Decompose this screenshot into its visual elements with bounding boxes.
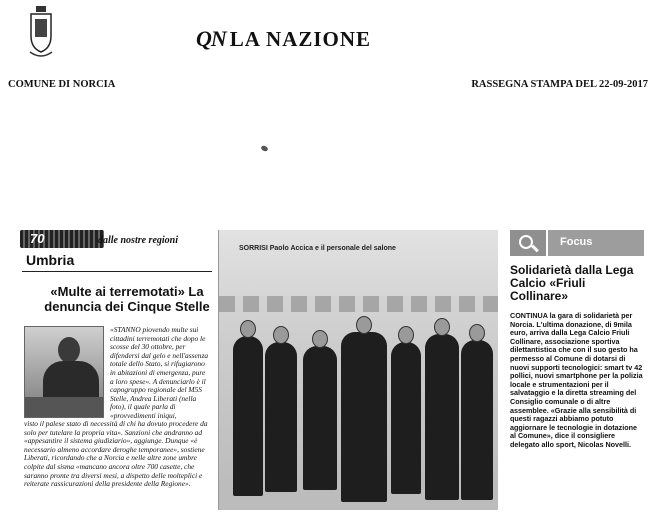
photo-caption: SORRISI Paolo Accica e il personale del salone (239, 245, 396, 252)
person (391, 342, 421, 494)
focus-body: CONTINUA la gara di solidarietà per Norcia. L'ultima donazione, di 9mila euro, arriva dalla Lega Calcio Friuli Collinare, associazione sportiva dilettantistica che con il suo gesto ha permesso al Comune di dotarsi di nuovi supporti tecnologici: smart tv 42 pollici, nuovi smartphone per la polizia locale e strumentazioni per il salvataggio e la diretta streaming del Consiglio comunale o di altre assemblee. «Grazie alla sensibilità di questi ragazzi abbiamo potuto aggiornare le tecnologie in dotazione al Comune», dice il consigliere delegato allo sport, Nicolas Novelli. (510, 311, 643, 449)
municipal-crest-icon (28, 6, 54, 60)
region-label: Umbria (26, 252, 75, 268)
section-logo-text: 70 (30, 231, 45, 246)
comune-label: COMUNE DI NORCIA (8, 79, 116, 90)
person (233, 336, 263, 496)
focus-badge (510, 230, 546, 256)
newspaper-clipping (16, 228, 648, 510)
right-article (504, 228, 648, 510)
masthead-title: LA NAZIONE (229, 26, 372, 51)
newspaper-masthead (196, 27, 446, 51)
portrait-head (58, 337, 80, 363)
focus-banner (548, 230, 644, 256)
section-logo (20, 230, 104, 248)
masthead-prefix: QN (196, 26, 226, 51)
group-photo (218, 230, 498, 510)
press-review-date: RASSEGNA STAMPA DEL 22-09-2017 (471, 79, 648, 90)
left-article (16, 228, 212, 510)
portrait-photo (24, 326, 104, 418)
section-title: dalle nostre regioni (98, 235, 179, 246)
person (425, 334, 459, 500)
article-lead: «STANNO piovendo multe sui cittadini terremotati che dopo le scosse del 30 ottobre, per difendersi dal gelo e nell'assenza totale dello Stato, si rifugiarono in abitazioni di emergenza, pure a loro spese». A denunciarlo è il capogruppo regionale del M5S Stelle, Andrea Liberati (nella foto), il quale parla di «provvedimenti iniqui, (110, 325, 209, 420)
portrait-desk (25, 397, 104, 418)
divider (22, 271, 212, 272)
focus-label: Focus (560, 236, 593, 248)
person (341, 332, 387, 502)
wall-frames (219, 296, 498, 312)
scan-speck (260, 145, 268, 152)
person (265, 342, 297, 492)
focus-headline: Solidarietà dalla Lega Calcio «Friuli Collinare» (510, 263, 634, 303)
person (461, 340, 493, 500)
article-body: visto il palese stato di necessità di chi ha dovuto procedere da solo per tutelare la propria vita». Sanzioni che andranno ad «appesantire il sistema giudiziario», aggiunge. Dunque «è necessario almeno accordare deroghe temporanee», sostiene Liberati, ricordando che a Norcia e nelle altre zone umbre colpite dal sisma «mancano ancora oltre 700 casette, che saranno pronte tra diversi mesi, a dispetto delle molteplici e reiterate rassicurazioni della presidente della Regione». (24, 419, 208, 489)
article-headline: «Multe ai terremotati» La denuncia dei Cinque Stelle (44, 284, 210, 314)
person (303, 346, 337, 490)
